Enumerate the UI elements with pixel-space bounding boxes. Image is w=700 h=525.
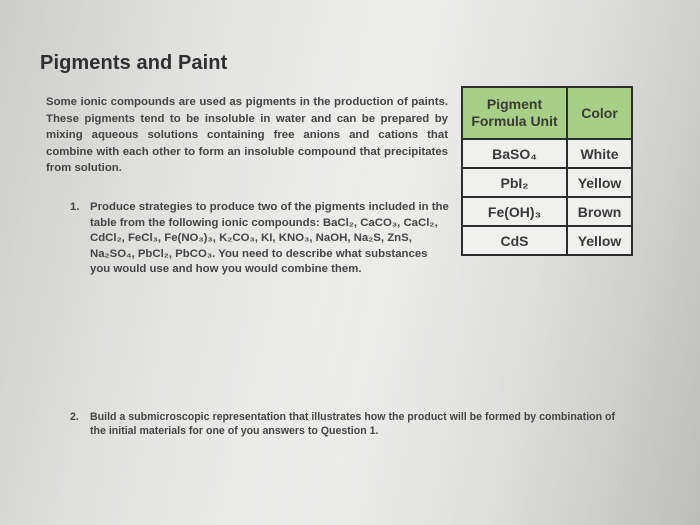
page-title: Pigments and Paint	[40, 52, 228, 74]
color-cell: Yellow	[567, 226, 632, 255]
question-1-number: 1.	[70, 201, 80, 213]
header-color: Color	[567, 87, 632, 139]
question-2	[70, 410, 630, 438]
table-row	[462, 197, 632, 226]
color-cell: Yellow	[567, 168, 632, 197]
formula-cell: BaSO₄	[462, 139, 567, 168]
table-row	[462, 168, 632, 197]
formula-cell: Fe(OH)₃	[462, 197, 567, 226]
header-pigment-formula: Pigment Formula Unit	[462, 87, 567, 139]
question-1-text: Produce strategies to produce two of the pigments included in the table from the following ionic compounds: BaCl₂, CaCO₃, CaCl₂, CdCl₂, FeCl₃, Fe(NO₃)₃, K₂CO₃, KI, KNO₃, NaOH, Na₂S, ZnS, Na₂SO₄, PbCl₂, PbCO₃. You need to describe what substances you would use and how you would combine them.	[90, 201, 449, 276]
question-1	[70, 200, 450, 278]
question-2-number: 2.	[70, 411, 79, 423]
color-cell: White	[567, 139, 632, 168]
question-2-text: Build a submicroscopic representation that illustrates how the product will be formed by combination of the initial materials for one of you answers to Question 1.	[90, 411, 616, 437]
table-header-row	[462, 87, 632, 139]
table-row	[462, 139, 632, 168]
intro-paragraph: Some ionic compounds are used as pigments in the production of paints. These pigments tend to be insoluble in water and can be prepared by mixing aqueous solutions containing free anions and cations that combine with each other to form an insoluble compound that precipitates from solution.	[46, 96, 448, 174]
pigment-table	[461, 86, 633, 256]
color-cell: Brown	[567, 197, 632, 226]
formula-cell: PbI₂	[462, 168, 567, 197]
table-row	[462, 226, 632, 255]
formula-cell: CdS	[462, 226, 567, 255]
